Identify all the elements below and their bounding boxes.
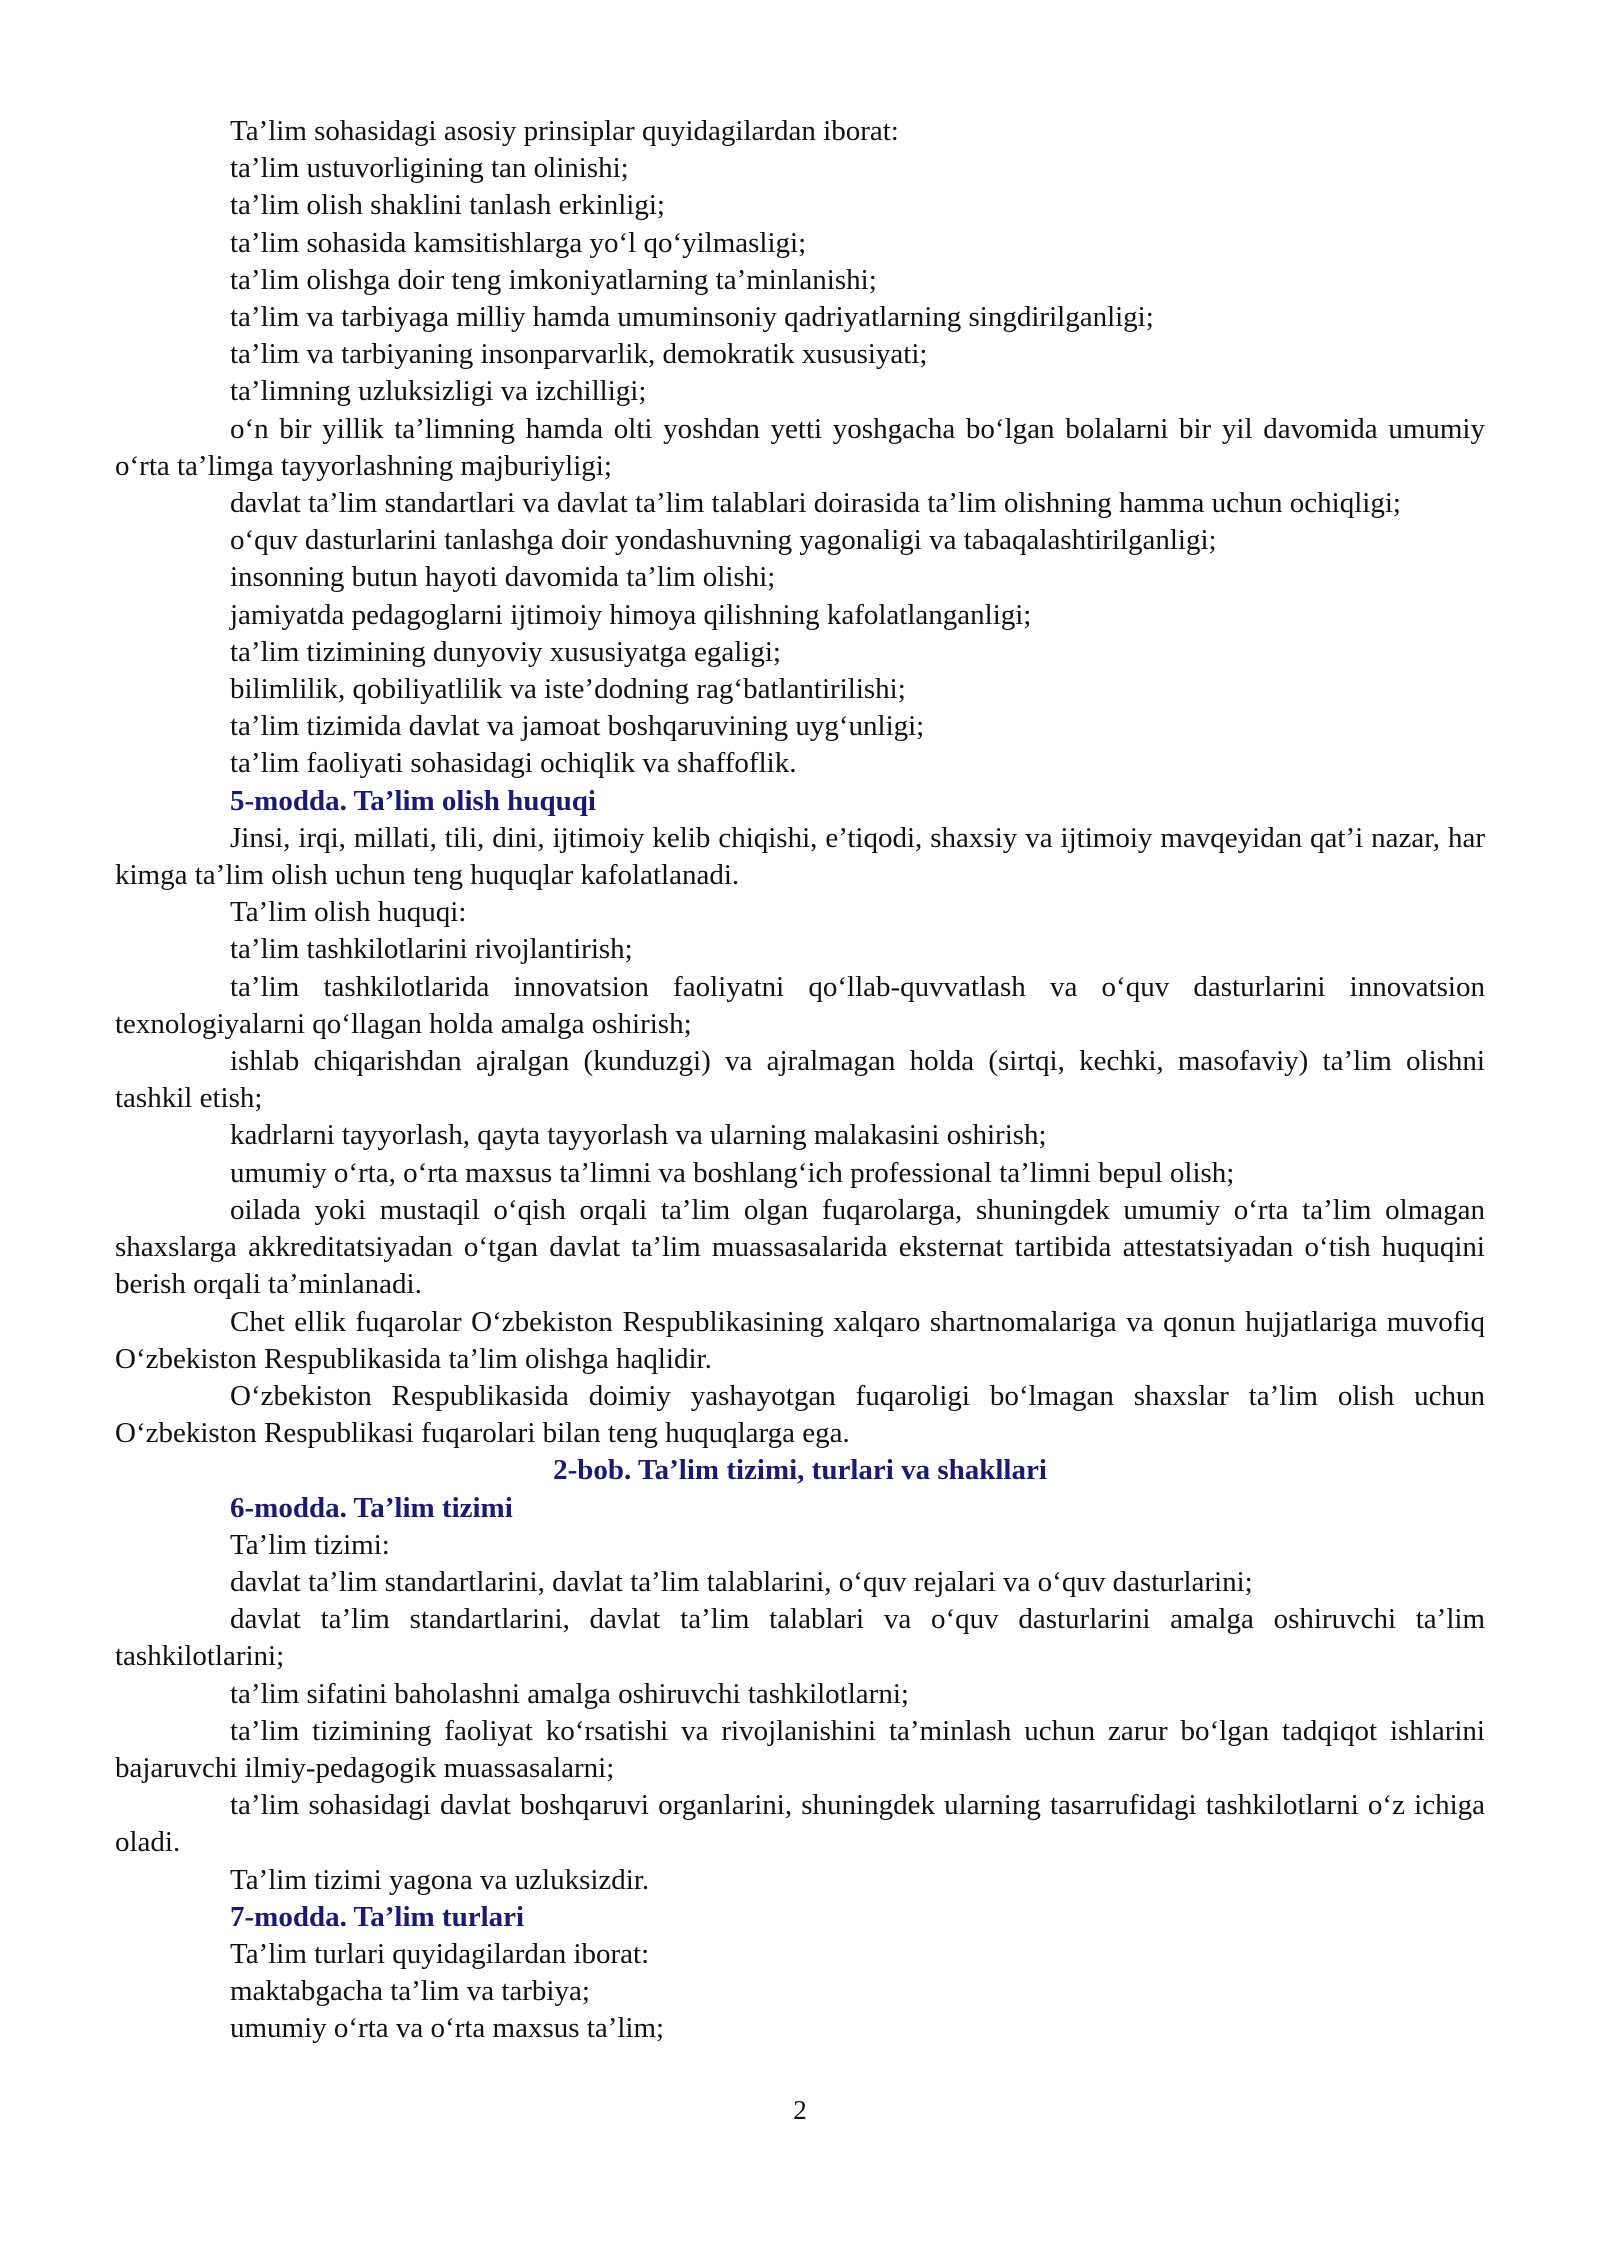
- paragraph: ta’lim sifatini baholashni amalga oshiruvchi tashkilotlarni;: [230, 1677, 909, 1710]
- paragraph: ta’lim olishga doir teng imkoniyatlarning ta’minlanishi;: [230, 263, 877, 296]
- paragraph: maktabgacha ta’lim va tarbiya;: [230, 1975, 590, 2008]
- paragraph: Ta’lim tizimi:: [230, 1528, 390, 1561]
- paragraph: umumiy o‘rta va o‘rta maxsus ta’lim;: [230, 2012, 665, 2045]
- paragraph: ta’lim sohasidagi davlat boshqaruvi organlarini, shuningdek ularning tasarrufidagi tashkilotlarni o‘z ichiga oladi.: [115, 1789, 1485, 1859]
- chapter-heading: 2-bob. Ta’lim tizimi, turlari va shakllari: [553, 1454, 1047, 1487]
- article-heading: 6-modda. Ta’lim tizimi: [230, 1491, 513, 1524]
- paragraph: ta’lim tashkilotlarini rivojlantirish;: [230, 933, 633, 966]
- paragraph: oilada yoki mustaqil o‘qish orqali ta’lim olgan fuqarolarga, shuningdek umumiy o‘rta ta’lim olmagan shaxslarga akkreditatsiyadan o‘tgan davlat ta’lim muassasalarida eksternat tartibida attestatsiyadan o‘tish huquqini berish orqali ta’minlanadi.: [115, 1193, 1485, 1301]
- page-number: 2: [793, 2095, 807, 2125]
- paragraph: jamiyatda pedagoglarni ijtimoiy himoya qilishning kafolatlanganligi;: [230, 598, 1032, 631]
- paragraph: o‘n bir yillik ta’limning hamda olti yoshdan yetti yoshgacha bo‘lgan bolalarni bir yil davomida umumiy o‘rta ta’limga tayyorlashning majburiyligi;: [115, 412, 1485, 482]
- paragraph: ta’lim tizimining faoliyat ko‘rsatishi va rivojlanishini ta’minlash uchun zarur bo‘lgan tadqiqot ishlarini bajaruvchi ilmiy-pedagogik muassasalarni;: [115, 1714, 1485, 1784]
- paragraph: bilimlilik, qobiliyatlilik va iste’dodning rag‘batlantirilishi;: [230, 673, 906, 706]
- paragraph: insonning butun hayoti davomida ta’lim olishi;: [230, 561, 776, 594]
- paragraph: davlat ta’lim standartlari va davlat ta’lim talablari doirasida ta’lim olishning hamma uchun ochiqligi;: [230, 487, 1401, 520]
- paragraph: kadrlarni tayyorlash, qayta tayyorlash va ularning malakasini oshirish;: [230, 1119, 1047, 1152]
- paragraph: ta’lim va tarbiyaning insonparvarlik, demokratik xususiyati;: [230, 338, 928, 371]
- paragraph: Ta’lim olish huquqi:: [230, 896, 467, 929]
- paragraph: ta’lim tizimida davlat va jamoat boshqaruvining uyg‘unligi;: [230, 710, 925, 743]
- paragraph: ta’lim tashkilotlarida innovatsion faoliyatni qo‘llab-quvvatlash va o‘quv dasturlarini innovatsion texnologiyalarni qo‘llagan holda amalga oshirish;: [115, 970, 1485, 1040]
- paragraph: Ta’lim turlari quyidagilardan iborat:: [230, 1937, 650, 1970]
- paragraph: ta’lim sohasida kamsitishlarga yo‘l qo‘yilmasligi;: [230, 226, 807, 259]
- document-page: [115, 113, 1485, 2048]
- paragraph: ta’lim va tarbiyaga milliy hamda umuminsoniy qadriyatlarning singdirilganligi;: [230, 301, 1154, 334]
- article-heading: 5-modda. Ta’lim olish huquqi: [230, 784, 596, 817]
- paragraph: ishlab chiqarishdan ajralgan (kunduzgi) va ajralmagan holda (sirtqi, kechki, masofaviy) ta’lim olishni tashkil etish;: [115, 1045, 1485, 1115]
- paragraph: davlat ta’lim standartlarini, davlat ta’lim talablarini, o‘quv rejalari va o‘quv dasturlarini;: [230, 1565, 1253, 1598]
- paragraph: o‘quv dasturlarini tanlashga doir yondashuvning yagonaligi va tabaqalashtirilganligi;: [230, 524, 1217, 557]
- paragraph: Jinsi, irqi, millati, tili, dini, ijtimoiy kelib chiqishi, e’tiqodi, shaxsiy va ijtimoiy mavqeyidan qat’i nazar, har kimga ta’lim olish uchun teng huquqlar kafolatlanadi.: [115, 821, 1485, 892]
- paragraph: Ta’lim sohasidagi asosiy prinsiplar quyidagilardan iborat:: [230, 115, 899, 147]
- paragraph: Chet ellik fuqarolar O‘zbekiston Respublikasining xalqaro shartnomalariga va qonun hujjatlariga muvofiq O‘zbekiston Respublikasida ta’lim olishga haqlidir.: [115, 1305, 1485, 1375]
- paragraph: ta’lim ustuvorligining tan olinishi;: [230, 152, 629, 185]
- article-heading: 7-modda. Ta’lim turlari: [230, 1900, 525, 1933]
- paragraph: ta’lim tizimining dunyoviy xususiyatga egaligi;: [230, 635, 781, 668]
- paragraph: O‘zbekiston Respublikasida doimiy yashayotgan fuqaroligi bo‘lmagan shaxslar ta’lim olish uchun O‘zbekiston Respublikasi fuqarolari bilan teng huquqlarga ega.: [115, 1379, 1485, 1450]
- paragraph: Ta’lim tizimi yagona va uzluksizdir.: [230, 1863, 650, 1896]
- paragraph: davlat ta’lim standartlarini, davlat ta’lim talablari va o‘quv dasturlarini amalga oshiruvchi ta’lim tashkilotlarini;: [115, 1603, 1485, 1673]
- paragraph: ta’limning uzluksizligi va izchilligi;: [230, 375, 647, 408]
- paragraph: ta’lim faoliyati sohasidagi ochiqlik va shaffoflik.: [230, 747, 797, 780]
- paragraph: umumiy o‘rta, o‘rta maxsus ta’limni va boshlang‘ich professional ta’limni bepul olish;: [230, 1156, 1235, 1189]
- paragraph: ta’lim olish shaklini tanlash erkinligi;: [230, 189, 665, 222]
